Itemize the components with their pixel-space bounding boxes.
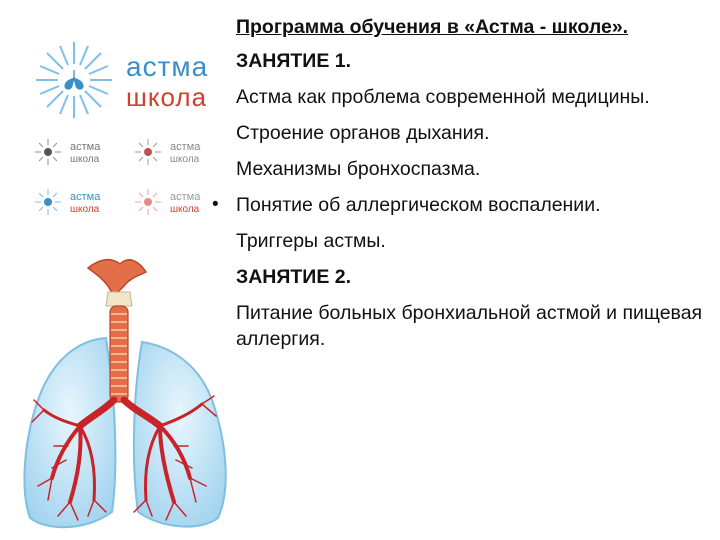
program-line xyxy=(236,228,706,254)
program-line xyxy=(236,120,706,146)
svg-text:школа: школа xyxy=(70,204,100,215)
program-line xyxy=(236,264,706,290)
program-line-text: Питание больных бронхиальной астмой и пищевая аллергия. xyxy=(236,302,703,350)
program-line-text: Строение органов дыхания. xyxy=(236,122,490,144)
svg-text:школа: школа xyxy=(170,154,200,165)
svg-text:астма: астма xyxy=(70,191,101,203)
program-line-text: ЗАНЯТИЕ 2. xyxy=(236,266,352,288)
program-line-text: ЗАНЯТИЕ 1. xyxy=(236,50,352,72)
program-line xyxy=(236,300,706,352)
logo-word-top: астма xyxy=(126,51,209,82)
asthma-school-logo-small-pale xyxy=(134,184,218,220)
asthma-school-logo-small-color xyxy=(34,184,118,220)
program-line xyxy=(236,84,706,110)
program-line-text: Механизмы бронхоспазма. xyxy=(236,158,481,180)
program-lines xyxy=(212,48,706,352)
logo-word-bottom: школа xyxy=(126,82,208,112)
svg-text:школа: школа xyxy=(170,204,200,215)
program-line-text: Триггеры астмы. xyxy=(236,230,386,252)
svg-text:астма: астма xyxy=(170,191,201,203)
program-line-text: Понятие об аллергическом воспалении. xyxy=(236,194,601,216)
sunburst-icon xyxy=(36,42,112,118)
svg-text:астма: астма xyxy=(70,141,101,153)
program-line-text: Астма как проблема современной медицины. xyxy=(236,86,650,108)
asthma-school-logo-small-gray xyxy=(34,134,118,170)
program-line xyxy=(236,48,706,74)
asthma-school-logo-small-gray-red xyxy=(134,134,218,170)
program-title: Программа обучения в «Астма - школе». xyxy=(236,16,629,38)
asthma-school-logo-large xyxy=(28,36,228,126)
trachea xyxy=(110,306,128,402)
svg-text:астма: астма xyxy=(170,141,201,153)
program-text xyxy=(212,14,706,362)
program-line xyxy=(236,156,706,182)
program-line xyxy=(212,192,706,218)
bullet-icon: • xyxy=(212,194,219,215)
larynx xyxy=(88,260,146,296)
right-lung xyxy=(134,342,226,527)
lungs-illustration xyxy=(8,250,240,535)
svg-text:школа: школа xyxy=(70,154,100,165)
